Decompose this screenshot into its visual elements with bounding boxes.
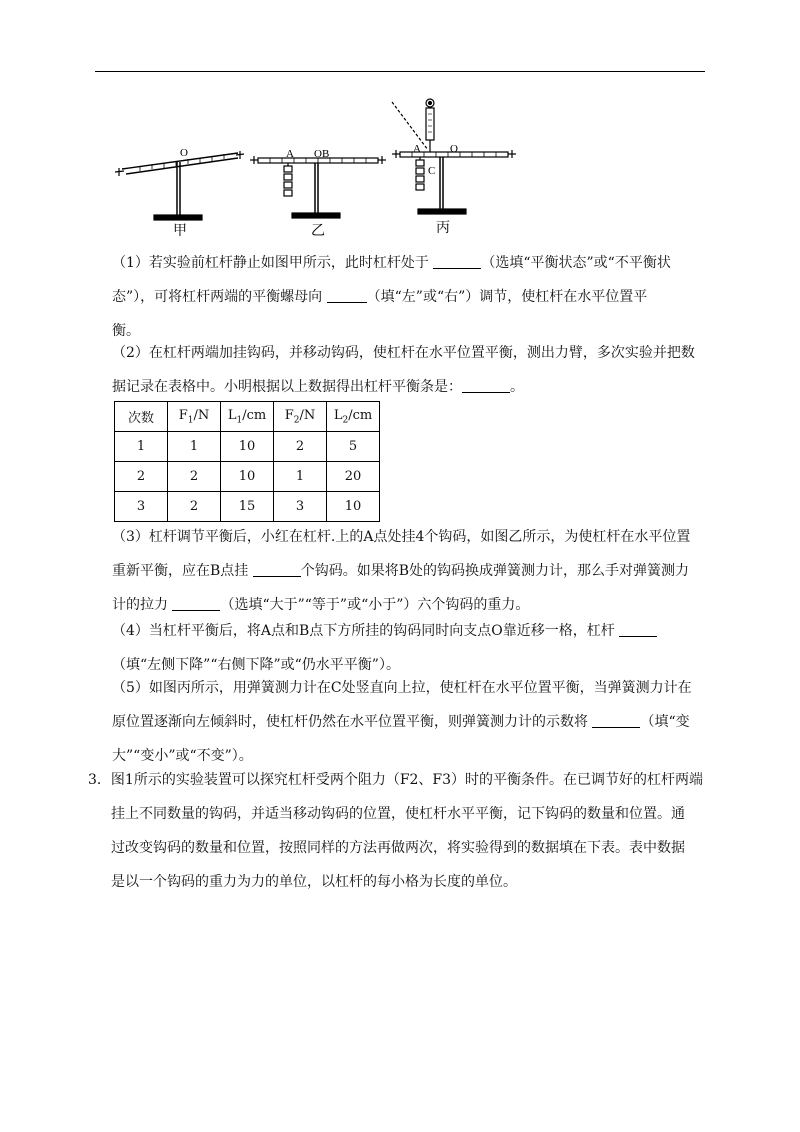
table-cell: 3 [115,492,168,522]
answer-blank-1[interactable] [433,252,481,269]
table-cell: 5 [327,432,380,462]
q1-text-b: （选填“平衡状态”或“不平衡状 [481,255,671,271]
q2-text-b: 据记录在表格中。小明根据以上数据得出杠杆平衡条是： [112,379,462,395]
answer-blank-7[interactable] [592,711,640,728]
lever-bing [392,99,516,214]
answer-blank-6[interactable] [619,620,657,637]
q1-text-c: 态”），可将杠杆两端的平衡螺母向 [112,289,323,305]
table-cell: 1 [168,432,221,462]
q3-text-a: （3）杠杆调节平衡后，小红在杠杆.上的A点处挂4个钩码，如图乙所示，为使杠杆在水平位置 [112,529,691,545]
label-o1: O [180,147,188,159]
table-header-row [115,402,380,432]
q4-text-b: （填“左侧下降”“右侧下降”或“仍水平平衡”）。 [112,657,400,673]
q5-text-c: （填“变 [640,714,690,730]
q2-text-a: （2）在杠杆两端加挂钩码，并移动钩码，使杠杆在水平位置平衡，测出力臂，多次实验并把数 [112,345,695,361]
p3-text-d: 是以一个钩码的重力为力的单位，以杠杆的每小格为长度的单位。 [111,874,517,890]
table-header: $F_1/N$ [168,402,221,432]
table-cell: 3 [274,492,327,522]
q3-text-b: 重新平衡，应在B点挂 [112,563,249,579]
question-2 [112,336,707,404]
label-c3: C [428,165,436,177]
q5-text-a: （5）如图丙所示，用弹簧测力计在C处竖直向上拉，使杠杆在水平位置平衡，当弹簧测力计在 [112,680,692,696]
label-o3: O [450,143,458,155]
p3-text-b: 挂上不同数量的钩码，并适当移动钩码的位置，使杠杆水平平衡，记下钩码的数量和位置。通 [111,806,685,822]
p3-text-a: 3．图1所示的实验装置可以探究杠杆受两个阻力（F2、F3）时的平衡条件。在已调节好的杠杆两端 [88,772,704,788]
question-3 [112,520,707,622]
p3-text-c: 过改变钩码的数量和位置，按照同样的方法再做两次，将实验得到的数据填在下表。表中数据 [111,840,685,856]
caption-jia: 甲 [173,223,187,239]
q1-text-a: （1）若实验前杠杆静止如图甲所示，此时杠杆处于 [112,255,429,271]
q3-text-d: 计的拉力 [112,597,168,613]
label-a3: A [413,143,421,155]
header-rule [95,71,705,72]
label-ob2: OB [314,148,330,160]
label-a2: A [286,148,294,160]
table-header: $L_1/cm$ [221,402,274,432]
table-cell: 2 [168,462,221,492]
caption-yi: 乙 [311,223,325,239]
table-cell: 1 [115,432,168,462]
answer-blank-2[interactable] [327,286,367,303]
lever-jia [115,151,244,220]
q1-text-d: （填“左”或“右”）调节，使杠杆在水平位置平 [366,289,648,305]
table-cell: 2 [274,432,327,462]
table-cell: 10 [221,432,274,462]
q5-text-b: 原位置逐渐向左倾斜时，使杠杆仍然在水平位置平衡，则弹簧测力计的示数将 [112,714,588,730]
table-header: 次数 [115,402,168,432]
q3-text-c: 个钩码。如果将B处的钩码换成弹簧测力计，那么手对弹簧测力 [300,563,690,579]
table-header: $F_2/N$ [274,402,327,432]
table-row [115,492,380,522]
table-cell: 20 [327,462,380,492]
answer-blank-4[interactable] [253,560,301,577]
table-cell: 2 [168,492,221,522]
q2-text-c: 。 [510,379,524,395]
table-row [115,462,380,492]
answer-blank-3[interactable] [462,376,510,393]
q3-text-e: （选填“大于”“等于”或“小于”）六个钩码的重力。 [220,597,530,613]
table-cell: 1 [274,462,327,492]
question-5 [112,671,707,773]
table-cell: 10 [327,492,380,522]
lever-diagram [110,92,530,240]
table-header: $L_2/cm$ [327,402,380,432]
q1-text-e: 衡。 [112,323,140,339]
table-row [115,432,380,462]
data-table [114,401,380,522]
answer-blank-5[interactable] [172,594,220,611]
problem-3 [88,763,708,899]
q4-text-a: （4）当杠杆平衡后，将A点和B点下方所挂的钩码同时向支点O靠近移一格，杠杆 [112,623,615,639]
q5-text-d: 大”“变小”或“不变”）。 [112,748,253,764]
table-cell: 10 [221,462,274,492]
question-1 [112,246,707,348]
lever-yi [250,156,386,218]
lever-figure [110,92,530,240]
caption-bing: 丙 [436,220,450,236]
table-cell: 15 [221,492,274,522]
table-cell: 2 [115,462,168,492]
